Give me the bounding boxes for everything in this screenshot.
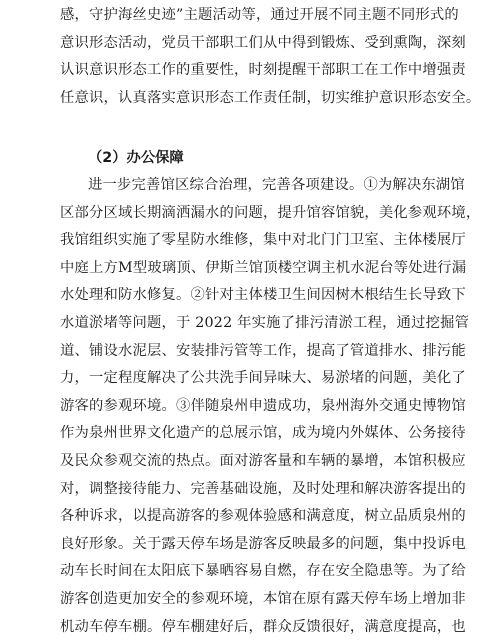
paragraph-line: 游客的参观环境。③伴随泉州申遗成功，泉州海外交通史博物馆 bbox=[60, 393, 390, 421]
paragraph-line: 任意识，认真落实意识形态工作责任制，切实维护意识形态安全。 bbox=[60, 85, 390, 113]
section-heading: （2）办公保障 bbox=[88, 145, 184, 173]
paragraph-line: 感，守护海丝史迹”主题活动等，通过开展不同主题不同形式的 bbox=[60, 2, 390, 30]
paragraph-line: 水道淤堵等问题，于 2022 年实施了排污清淤工程，通过挖掘管 bbox=[60, 310, 390, 338]
paragraph-line: 各种诉求，以提高游客的参观体验感和满意度，树立品质泉州的 bbox=[60, 503, 390, 531]
paragraph-office-support bbox=[60, 172, 390, 641]
paragraph-line: 游客创造更加安全的参观环境，本馆在原有露天停车场上增加非 bbox=[60, 586, 390, 614]
paragraph-line: 作为泉州世界文化遗产的总展示馆，成为境内外媒体、公务接待 bbox=[60, 420, 390, 448]
paragraph-line: 机动车停车棚。停车棚建好后，群众反馈很好，满意度提高，也 bbox=[60, 614, 390, 641]
paragraph-line: 良好形象。关于露天停车场是游客反映最多的问题，集中投诉电 bbox=[60, 531, 390, 559]
paragraph-line: 及民众参观交流的热点。面对游客量和车辆的暴增，本馆积极应 bbox=[60, 448, 390, 476]
paragraph-line: 区部分区域长期滴洒漏水的问题，提升馆容馆貌，美化参观环境， bbox=[60, 200, 390, 228]
paragraph-line: 动车长时间在太阳底下暴晒容易自燃，存在安全隐患等。为了给 bbox=[60, 558, 390, 586]
paragraph-line: 水处理和防水修复。②针对主体楼卫生间因树木根结生长导致下 bbox=[60, 282, 390, 310]
paragraph-line: 意识形态活动，党员干部职工们从中得到锻炼、受到熏陶，深刻 bbox=[60, 30, 390, 58]
paragraph-line: 进一步完善馆区综合治理，完善各项建设。①为解决东湖馆 bbox=[60, 172, 390, 200]
paragraph-line: 力，一定程度解决了公共洗手间异味大、易淤堵的问题，美化了 bbox=[60, 365, 390, 393]
paragraph-line: 认识意识形态工作的重要性，时刻提醒干部职工在工作中增强责 bbox=[60, 57, 390, 85]
paragraph-line: 对，调整接待能力、完善基础设施，及时处理和解决游客提出的 bbox=[60, 476, 390, 504]
paragraph-line: 道、铺设水泥层、安装排污管等工作，提高了管道排水、排污能 bbox=[60, 338, 390, 366]
paragraph-line: 我馆组织实施了零星防水维修，集中对北门门卫室、主体楼展厅 bbox=[60, 227, 390, 255]
paragraph-ideology-activities bbox=[60, 2, 390, 112]
paragraph-line: 中庭上方M型玻璃顶、伊斯兰馆顶楼空调主机水泥台等处进行漏 bbox=[60, 255, 390, 283]
